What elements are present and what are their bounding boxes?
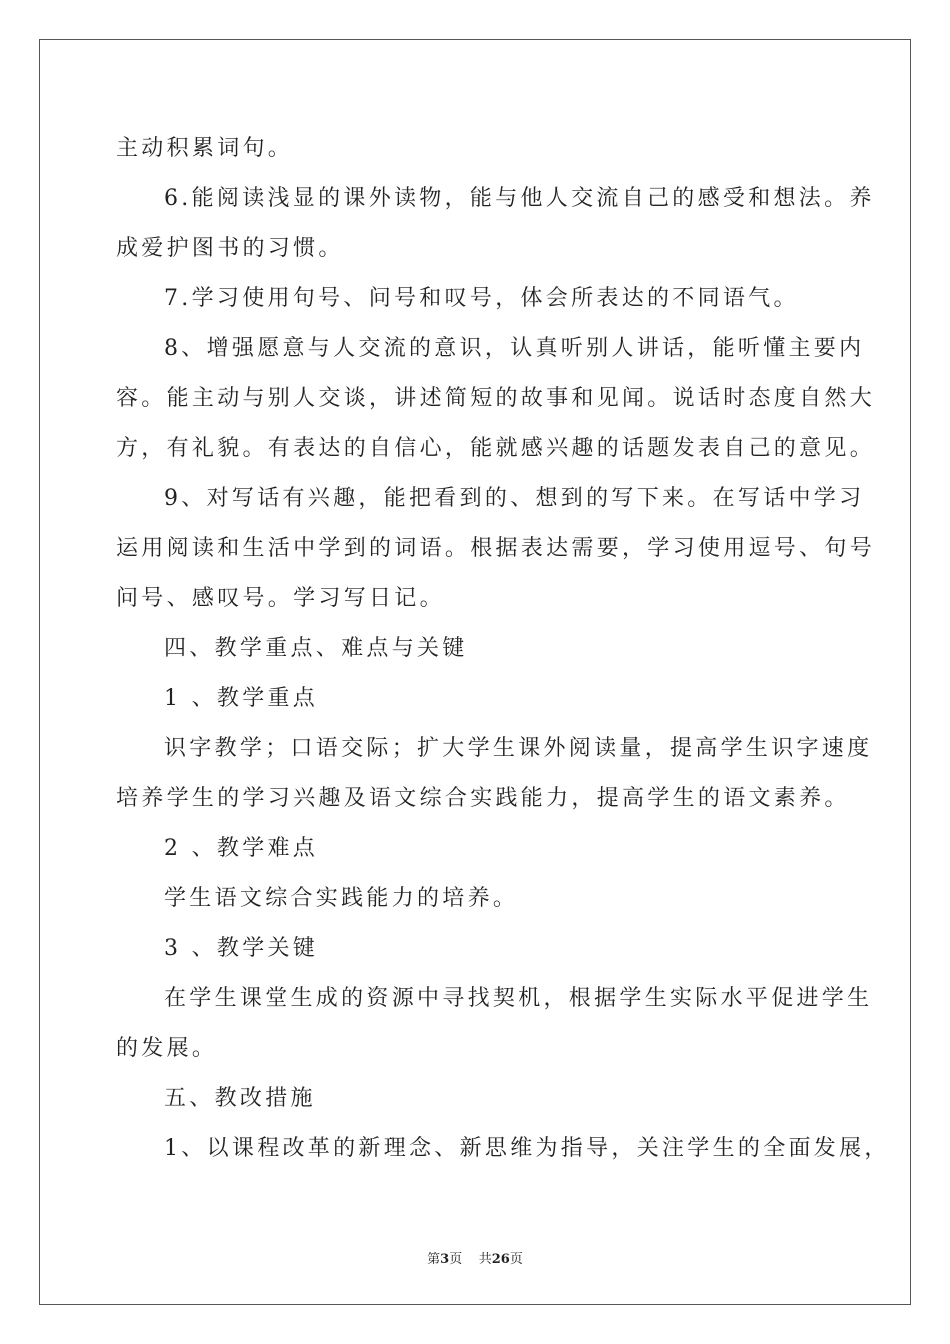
text-line: 学生语文综合实践能力的培养。 <box>164 886 519 911</box>
text-line: 7.学习使用句号、问号和叹号，体会所表达的不同语气。 <box>164 286 799 311</box>
text-line: 9、对写话有兴趣，能把看到的、想到的写下来。在写话中学习 <box>164 486 865 511</box>
text-line: 3 、教学关键 <box>164 936 319 961</box>
text-line: 1、以课程改革的新理念、新思维为指导，关注学生的全面发展， <box>164 1136 890 1161</box>
text-line: 运用阅读和生活中学到的词语。根据表达需要，学习使用逗号、句号 <box>116 536 876 561</box>
text-line: 培养学生的学习兴趣及语文综合实践能力，提高学生的语文素养。 <box>116 786 850 811</box>
document-body <box>116 124 890 1174</box>
footer-page-number: 3 <box>440 1252 450 1267</box>
text-line: 6.能阅读浅显的课外读物，能与他人交流自己的感受和想法。养 <box>164 186 875 211</box>
footer-total-suffix: 页 <box>509 1252 523 1267</box>
text-line: 1 、教学重点 <box>164 686 319 711</box>
text-line: 识字教学；口语交际；扩大学生课外阅读量，提高学生识字速度 <box>164 736 873 761</box>
text-line: 方，有礼貌。有表达的自信心，能就感兴趣的话题发表自己的意见。 <box>116 436 876 461</box>
text-line: 主动积累词句。 <box>116 136 294 161</box>
text-line: 成爱护图书的习惯。 <box>116 236 344 261</box>
text-line: 问号、感叹号。学习写日记。 <box>116 586 445 611</box>
footer-page-suffix: 页 <box>449 1252 463 1267</box>
text-line: 的发展。 <box>116 1036 218 1061</box>
footer-total-pages: 26 <box>491 1252 510 1267</box>
page-footer <box>0 1248 950 1267</box>
text-line: 容。能主动与别人交谈，讲述简短的故事和见闻。说话时态度自然大 <box>116 386 876 411</box>
text-line: 五、教改措施 <box>164 1086 316 1111</box>
text-line: 四、教学重点、难点与关键 <box>164 636 468 661</box>
footer-page-prefix: 第 <box>427 1252 441 1267</box>
text-line: 8、增强愿意与人交流的意识，认真听别人讲话，能听懂主要内 <box>164 336 865 361</box>
text-line: 在学生课堂生成的资源中寻找契机，根据学生实际水平促进学生 <box>164 986 873 1011</box>
footer-total-prefix: 共 <box>478 1252 492 1267</box>
text-line: 2 、教学难点 <box>164 836 319 861</box>
